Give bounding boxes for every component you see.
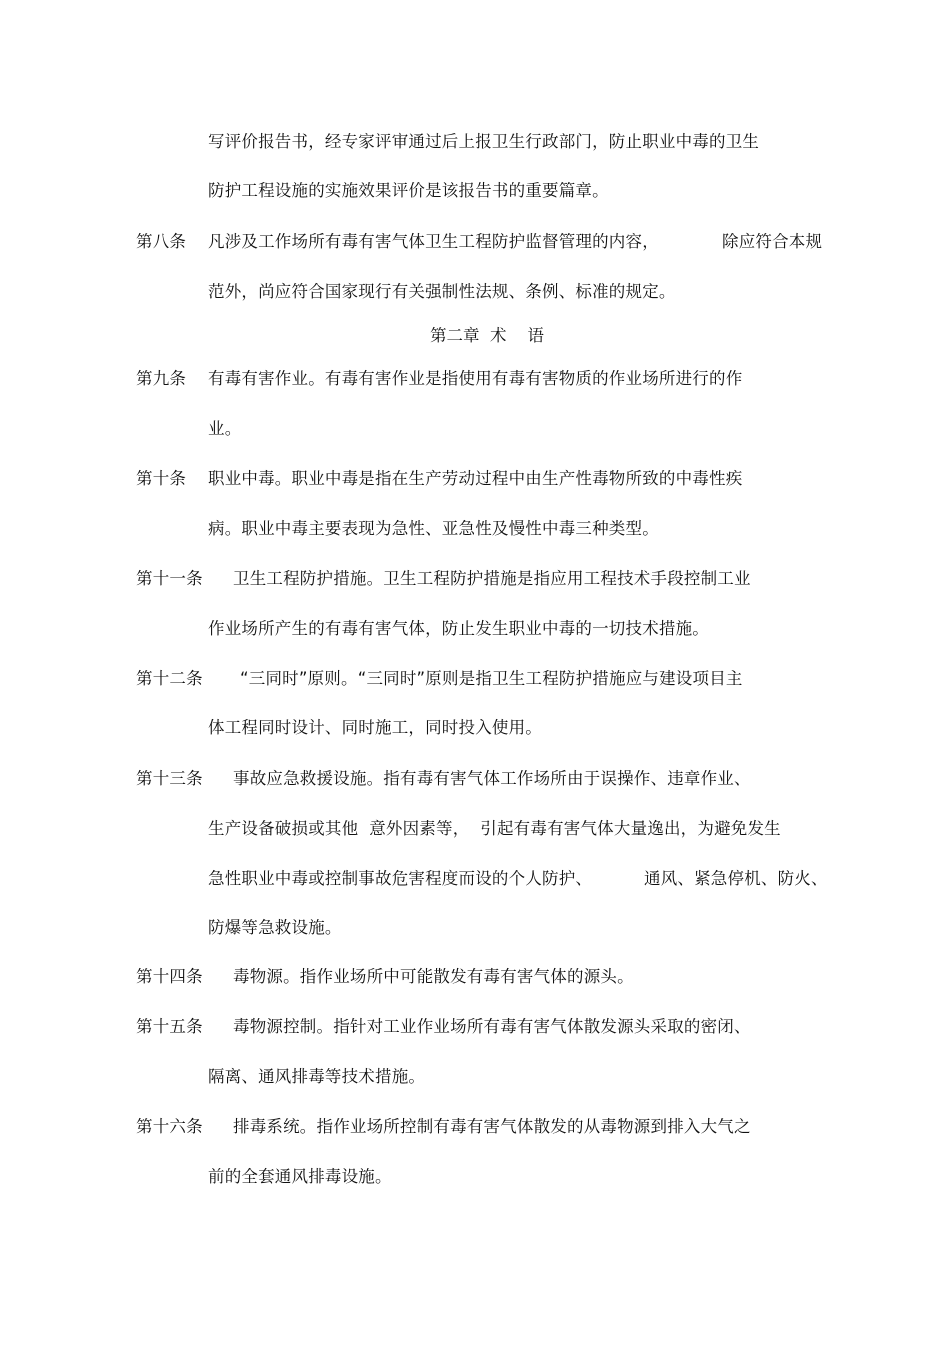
paragraph-line: 毒物源控制。指针对工业作业场所有毒有害气体散发源头采取的密闭、 [233,1017,751,1036]
chapter-heading: 第二章 术 语 [430,326,544,345]
article-number-14: 第十四条 [136,967,203,986]
paragraph-line: 前的全套通风排毒设施。 [208,1167,392,1186]
paragraph-line: 有毒有害作业。有毒有害作业是指使用有毒有害物质的作业场所进行的作 [208,369,743,388]
paragraph-line: “三同时”原则。“三同时”原则是指卫生工程防护措施应与建设项目主 [240,669,743,688]
paragraph-line: 事故应急救援设施。指有毒有害气体工作场所由于误操作、违章作业、 [233,769,751,788]
article-number-10: 第十条 [136,469,187,488]
paragraph-line: 凡涉及工作场所有毒有害气体卫生工程防护监督管理的内容， [208,232,659,251]
paragraph-line: 作业场所产生的有毒有害气体，防止发生职业中毒的一切技术措施。 [208,619,709,638]
article-number-15: 第十五条 [136,1017,203,1036]
paragraph-line: 生产设备破损或其他 意外因素等， 引起有毒有害气体大量逸出，为避免发生 [208,819,781,838]
article-number-8: 第八条 [136,232,187,251]
paragraph-line: 体工程同时设计、同时施工，同时投入使用。 [208,718,542,737]
paragraph-line: 业。 [208,419,242,438]
paragraph-line: 职业中毒。职业中毒是指在生产劳动过程中由生产性毒物所致的中毒性疾 [208,469,743,488]
paragraph-line: 毒物源。指作业场所中可能散发有毒有害气体的源头。 [233,967,634,986]
article-number-12: 第十二条 [136,669,203,688]
article-number-11: 第十一条 [136,569,203,588]
paragraph-line: 隔离、通风排毒等技术措施。 [208,1067,426,1086]
article-number-16: 第十六条 [136,1117,203,1136]
paragraph-line: 病。职业中毒主要表现为急性、亚急性及慢性中毒三种类型。 [208,519,659,538]
paragraph-line: 急性职业中毒或控制事故危害程度而设的个人防护、 [208,869,593,888]
paragraph-line: 通风、紧急停机、防火、 [644,869,828,888]
paragraph-line: 写评价报告书，经专家评审通过后上报卫生行政部门，防止职业中毒的卫生 [208,132,760,151]
article-number-9: 第九条 [136,369,187,388]
article-number-13: 第十三条 [136,769,203,788]
paragraph-line: 除应符合本规 [722,232,823,251]
paragraph-line: 防护工程设施的实施效果评价是该报告书的重要篇章。 [208,181,609,200]
paragraph-line: 排毒系统。指作业场所控制有毒有害气体散发的从毒物源到排入大气之 [233,1117,751,1136]
paragraph-line: 防爆等急救设施。 [208,918,342,937]
paragraph-line: 卫生工程防护措施。卫生工程防护措施是指应用工程技术手段控制工业 [233,569,751,588]
paragraph-line: 范外，尚应符合国家现行有关强制性法规、条例、标准的规定。 [208,282,676,301]
